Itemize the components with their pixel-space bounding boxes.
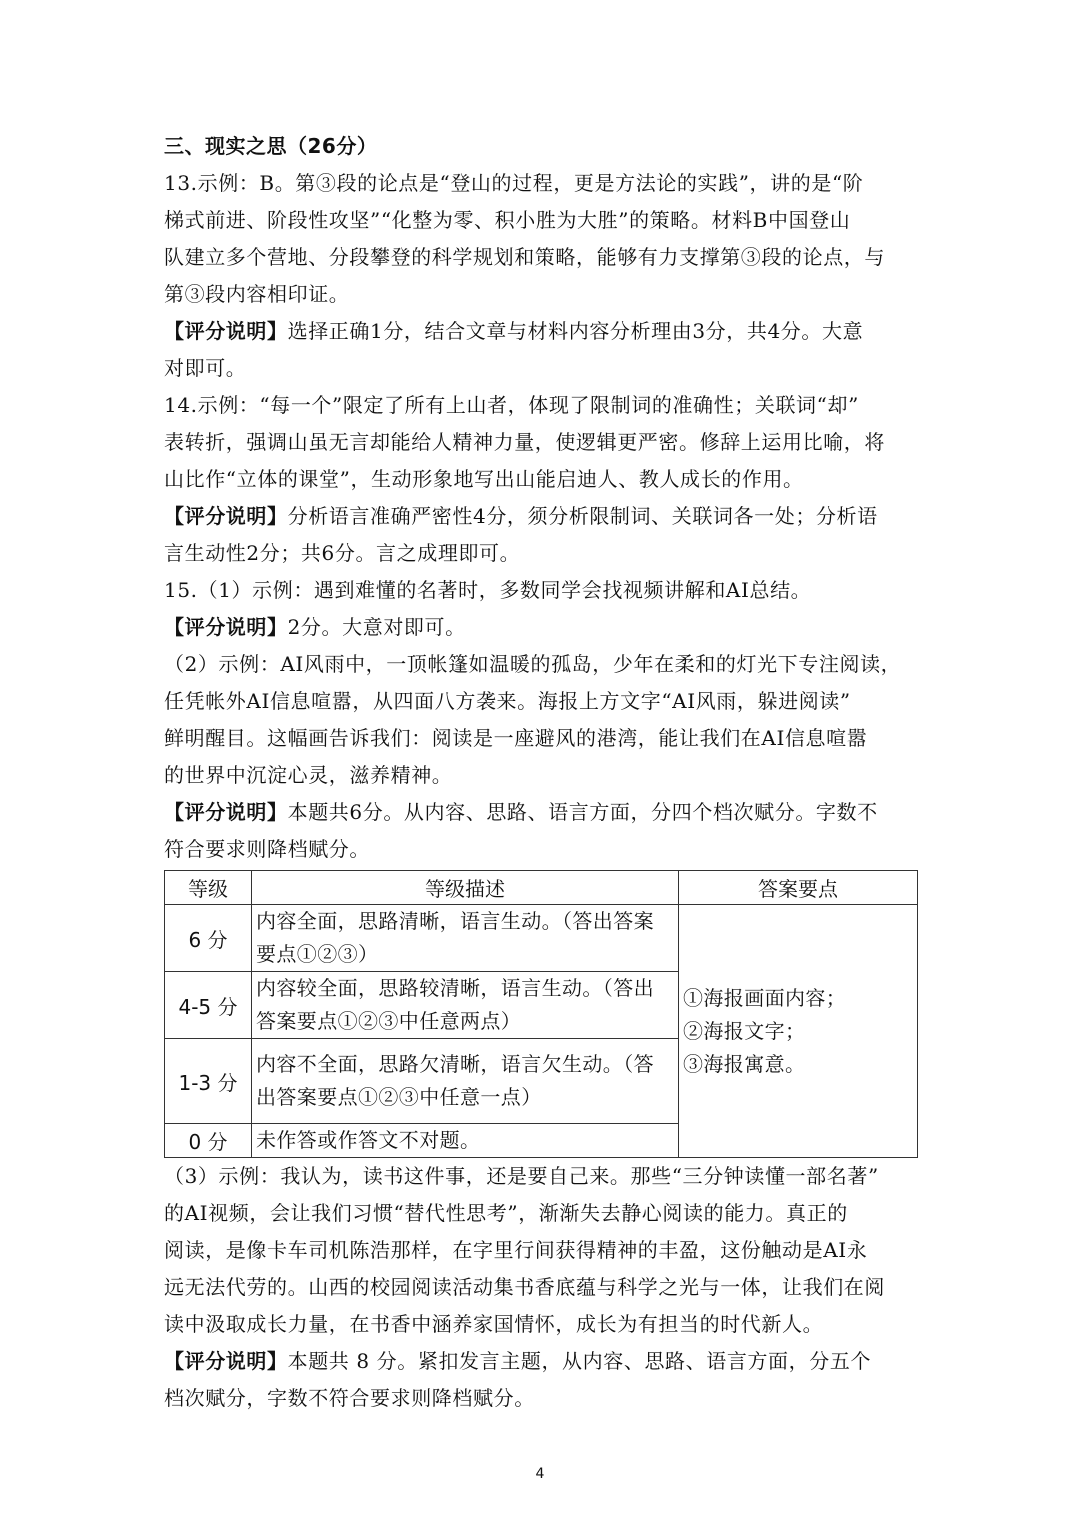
section-title: 三、现实之思（26分） bbox=[164, 134, 378, 158]
page-number: 4 bbox=[535, 1466, 545, 1482]
q13-line-4: 第③段内容相印证。 bbox=[164, 282, 350, 306]
grading-table bbox=[164, 870, 918, 1158]
q15-part3-line-3: 阅读，是像卡车司机陈浩那样，在字里行间获得精神的丰盈，这份触动是AI永 bbox=[164, 1238, 868, 1262]
q13-line-3: 队建立多个营地、分段攀登的科学规划和策略，能够有力支撑第③段的论点，与 bbox=[164, 245, 885, 269]
q15-part2-scoring-line-2: 符合要求则降档赋分。 bbox=[164, 837, 370, 861]
q13-scoring-line-2: 对即可。 bbox=[164, 356, 247, 380]
q15-part3-scoring-text-1: 本题共 8 分。紧扣发言主题，从内容、思路、语言方面，分五个 bbox=[287, 1349, 872, 1373]
grading-table-header bbox=[165, 871, 918, 905]
q13-line-1: 13.示例：B。第③段的论点是“登山的过程，更是方法论的实践”，讲的是“阶 bbox=[164, 171, 864, 195]
q15-part3-scoring-line-2: 档次赋分，字数不符合要求则降档赋分。 bbox=[164, 1386, 535, 1410]
q14-answer bbox=[164, 387, 918, 572]
key-points-cell bbox=[679, 905, 918, 1158]
table-row bbox=[165, 905, 918, 972]
q15-part3-line-1: （3）示例：我认为，读书这件事，还是要自己来。那些“三分钟读懂一部名著” bbox=[164, 1164, 879, 1188]
q15-part3-line-4: 远无法代劳的。山西的校园阅读活动集书香底蕴与科学之光与一体，让我们在阅 bbox=[164, 1275, 885, 1299]
key-point-2: ②海报文字； bbox=[683, 1018, 806, 1043]
q15-part2-scoring-line-1 bbox=[164, 794, 918, 831]
answer-page bbox=[164, 128, 918, 1417]
q13-answer bbox=[164, 165, 918, 387]
row-level: 4-5 分 bbox=[165, 972, 252, 1039]
row-description: 内容全面，思路清晰，语言生动。（答出答案要点①②③） bbox=[252, 905, 679, 972]
q15-part2-line-4: 的世界中沉淀心灵，滋养精神。 bbox=[164, 763, 453, 787]
q15-part2-line-1: （2）示例：AI风雨中，一顶帐篷如温暖的孤岛，少年在柔和的灯光下专注阅读， bbox=[164, 652, 902, 676]
q15-part2-line-3: 鲜明醒目。这幅画告诉我们：阅读是一座避风的港湾，能让我们在AI信息喧嚣 bbox=[164, 726, 868, 750]
row-level: 6 分 bbox=[165, 905, 252, 972]
q13-line-2: 梯式前进、阶段性攻坚”“化整为零、积小胜为大胜”的策略。材料B中国登山 bbox=[164, 208, 851, 232]
q13-scoring-line-1 bbox=[164, 313, 918, 350]
q15-answer bbox=[164, 572, 918, 1417]
row-description: 内容较全面，思路较清晰，语言生动。（答出答案要点①②③中任意两点） bbox=[252, 972, 679, 1039]
scoring-tag: 【评分说明】 bbox=[164, 504, 288, 528]
header-description: 等级描述 bbox=[252, 871, 679, 905]
q13-scoring-text-1: 选择正确1分，结合文章与材料内容分析理由3分，共4分。大意 bbox=[287, 319, 864, 343]
key-point-3: ③海报寓意。 bbox=[683, 1051, 806, 1076]
q14-line-1: 14.示例：“每一个”限定了所有上山者，体现了限制词的准确性；关联词“却” bbox=[164, 393, 859, 417]
q15-part3-scoring-line-1 bbox=[164, 1343, 918, 1380]
q14-scoring-line-1 bbox=[164, 498, 918, 535]
header-level: 等级 bbox=[165, 871, 252, 905]
q15-part1-scoring bbox=[164, 609, 918, 646]
q15-part2-line-2: 任凭帐外AI信息喧嚣，从四面八方袭来。海报上方文字“AI风雨，躲进阅读” bbox=[164, 689, 851, 713]
q14-scoring-text-1: 分析语言准确严密性4分，须分析限制词、关联词各一处；分析语 bbox=[287, 504, 878, 528]
q15-part1-line: 15.（1）示例：遇到难懂的名著时，多数同学会找视频讲解和AI总结。 bbox=[164, 578, 812, 602]
key-point-1: ①海报画面内容； bbox=[683, 985, 847, 1010]
row-description: 未作答或作答文不对题。 bbox=[252, 1124, 679, 1158]
row-level: 1-3 分 bbox=[165, 1039, 252, 1124]
row-description: 内容不全面，思路欠清晰，语言欠生动。（答出答案要点①②③中任意一点） bbox=[252, 1039, 679, 1124]
header-key-points: 答案要点 bbox=[679, 871, 918, 905]
q14-line-2: 表转折，强调山虽无言却能给人精神力量，使逻辑更严密。修辞上运用比喻，将 bbox=[164, 430, 885, 454]
q14-line-3: 山比作“立体的课堂”，生动形象地写出山能启迪人、教人成长的作用。 bbox=[164, 467, 804, 491]
scoring-tag: 【评分说明】 bbox=[164, 319, 288, 343]
scoring-tag: 【评分说明】 bbox=[164, 615, 288, 639]
q14-scoring-line-2: 言生动性2分；共6分。言之成理即可。 bbox=[164, 541, 521, 565]
q15-part1-scoring-text: 2分。大意对即可。 bbox=[287, 615, 466, 639]
q15-part3-line-5: 读中汲取成长力量，在书香中涵养家国情怀，成长为有担当的时代新人。 bbox=[164, 1312, 824, 1336]
q15-part2-scoring-text-1: 本题共6分。从内容、思路、语言方面，分四个档次赋分。字数不 bbox=[287, 800, 878, 824]
scoring-tag: 【评分说明】 bbox=[164, 800, 288, 824]
row-level: 0 分 bbox=[165, 1124, 252, 1158]
scoring-tag: 【评分说明】 bbox=[164, 1349, 288, 1373]
q15-part3-line-2: 的AI视频，会让我们习惯“替代性思考”，渐渐失去静心阅读的能力。真正的 bbox=[164, 1201, 848, 1225]
